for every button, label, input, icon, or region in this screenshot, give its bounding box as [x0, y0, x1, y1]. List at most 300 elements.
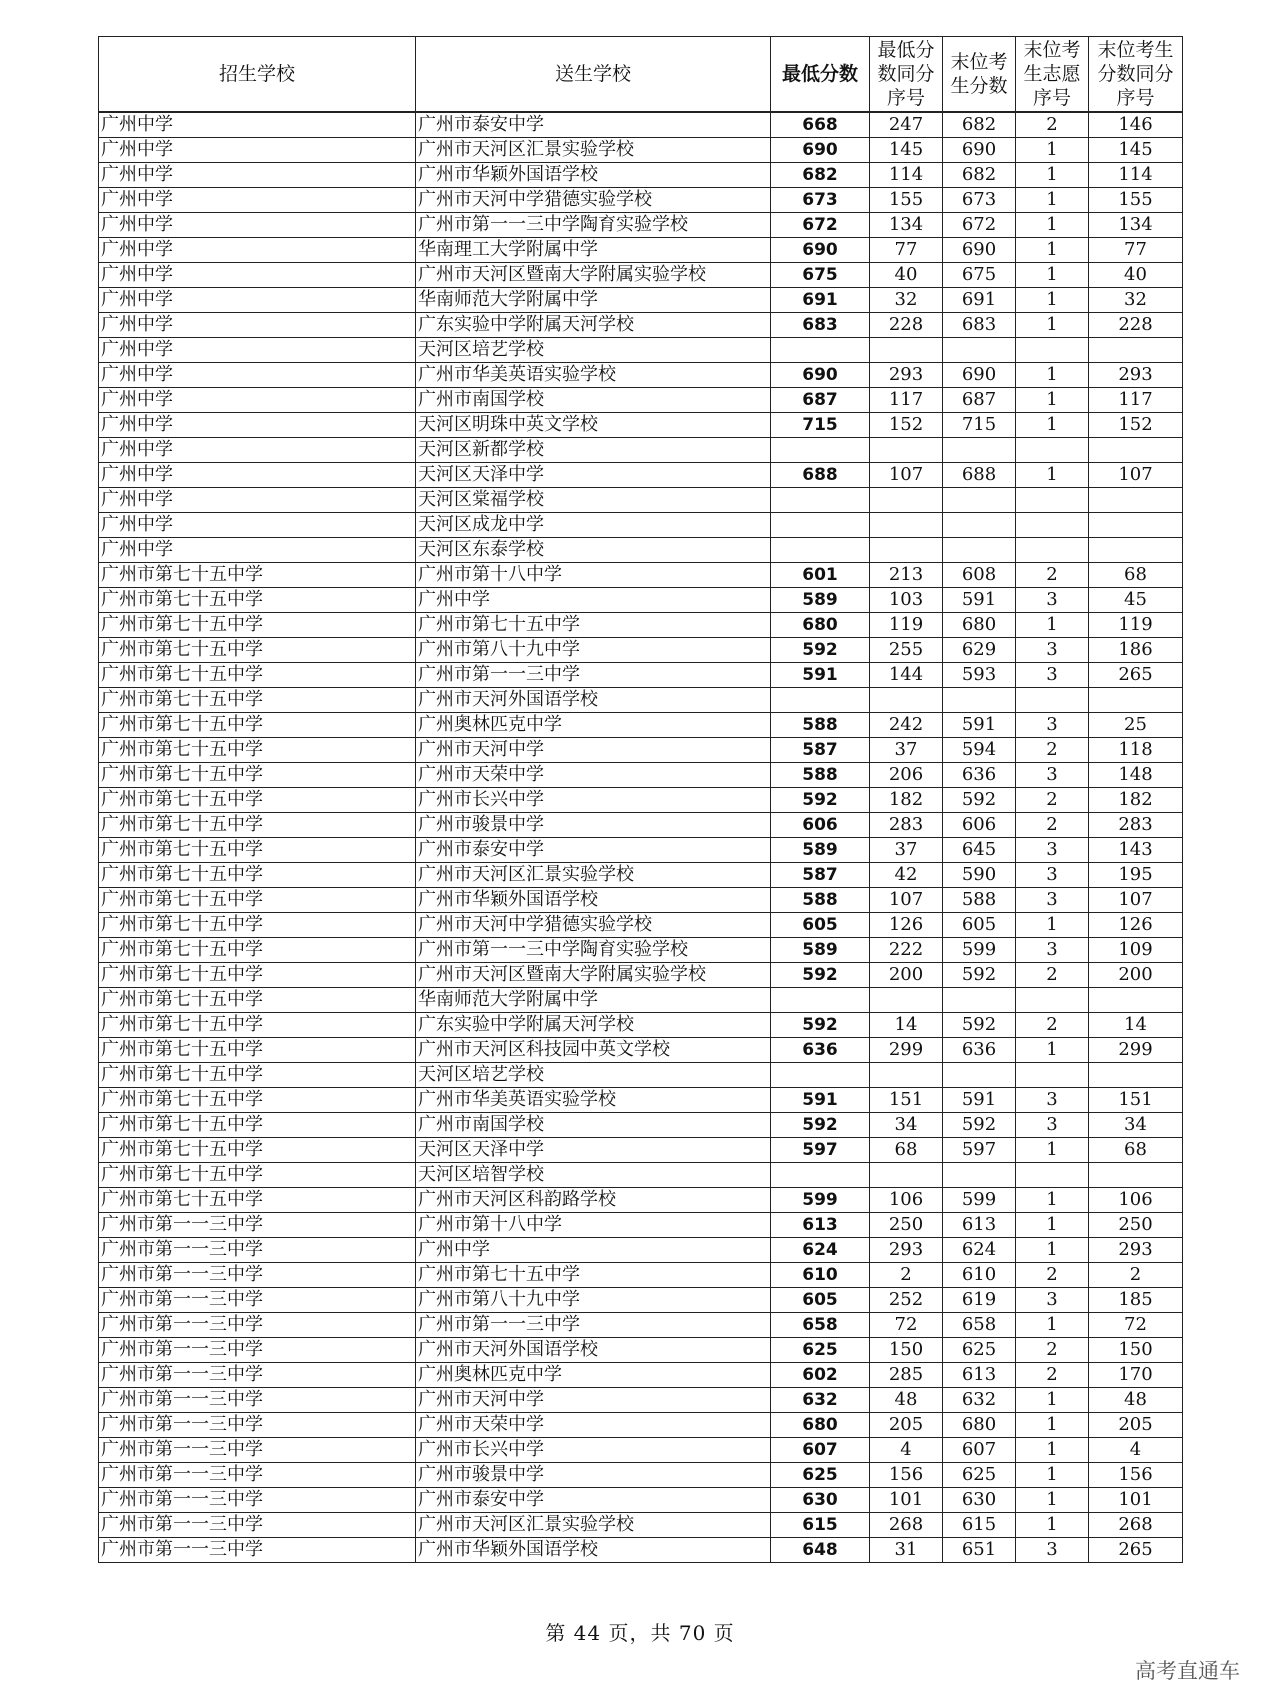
cell-last-choice-rank: 2	[1016, 1013, 1089, 1038]
cell-last-score	[943, 438, 1016, 463]
cell-min-score: 680	[771, 1413, 870, 1438]
cell-min-score: 589	[771, 588, 870, 613]
cell-last-choice-rank: 1	[1016, 213, 1089, 238]
header-sending-school: 送生学校	[416, 37, 771, 113]
cell-sending-school: 天河区棠福学校	[416, 488, 771, 513]
cell-sending-school: 广州市第一一三中学	[416, 663, 771, 688]
cell-last-score: 592	[943, 963, 1016, 988]
cell-min-score-tie-rank: 299	[870, 1038, 943, 1063]
cell-last-choice-rank: 3	[1016, 863, 1089, 888]
cell-min-score: 587	[771, 863, 870, 888]
cell-sending-school: 天河区天泽中学	[416, 1138, 771, 1163]
cell-enrolling-school: 广州中学	[99, 538, 416, 563]
cell-min-score-tie-rank: 40	[870, 263, 943, 288]
table-row	[99, 938, 1183, 963]
cell-min-score-tie-rank: 31	[870, 1538, 943, 1563]
cell-last-score-tie-rank	[1089, 1163, 1183, 1188]
table-row	[99, 688, 1183, 713]
cell-last-choice-rank: 1	[1016, 388, 1089, 413]
table-row	[99, 763, 1183, 788]
cell-last-score: 592	[943, 1113, 1016, 1138]
table-row	[99, 1388, 1183, 1413]
cell-enrolling-school: 广州市第一一三中学	[99, 1213, 416, 1238]
cell-min-score-tie-rank: 155	[870, 188, 943, 213]
cell-enrolling-school: 广州中学	[99, 363, 416, 388]
cell-last-choice-rank: 1	[1016, 313, 1089, 338]
cell-last-score-tie-rank: 25	[1089, 713, 1183, 738]
cell-enrolling-school: 广州市第一一三中学	[99, 1388, 416, 1413]
cell-sending-school: 广州市第一一三中学陶育实验学校	[416, 938, 771, 963]
cell-last-choice-rank	[1016, 488, 1089, 513]
cell-last-score: 624	[943, 1238, 1016, 1263]
cell-min-score: 592	[771, 963, 870, 988]
cell-min-score-tie-rank: 106	[870, 1188, 943, 1213]
cell-min-score-tie-rank: 37	[870, 738, 943, 763]
cell-sending-school: 广州市天河区汇景实验学校	[416, 1513, 771, 1538]
cell-sending-school: 广州市天河外国语学校	[416, 1338, 771, 1363]
admission-score-table	[98, 36, 1183, 1563]
table-row	[99, 1013, 1183, 1038]
cell-min-score: 613	[771, 1213, 870, 1238]
cell-last-choice-rank	[1016, 688, 1089, 713]
cell-last-score-tie-rank: 32	[1089, 288, 1183, 313]
table-row	[99, 1338, 1183, 1363]
cell-enrolling-school: 广州中学	[99, 388, 416, 413]
cell-min-score-tie-rank: 119	[870, 613, 943, 638]
cell-last-score-tie-rank: 200	[1089, 963, 1183, 988]
cell-min-score: 606	[771, 813, 870, 838]
cell-sending-school: 广州市天河区暨南大学附属实验学校	[416, 963, 771, 988]
cell-min-score: 625	[771, 1463, 870, 1488]
table-row	[99, 112, 1183, 138]
cell-last-score-tie-rank: 134	[1089, 213, 1183, 238]
cell-last-score: 625	[943, 1338, 1016, 1363]
cell-last-score: 607	[943, 1438, 1016, 1463]
cell-last-score-tie-rank	[1089, 538, 1183, 563]
table-row	[99, 738, 1183, 763]
cell-last-score: 636	[943, 1038, 1016, 1063]
table-row	[99, 1163, 1183, 1188]
cell-min-score: 587	[771, 738, 870, 763]
cell-min-score-tie-rank: 2	[870, 1263, 943, 1288]
cell-last-choice-rank: 2	[1016, 1363, 1089, 1388]
table-row	[99, 1288, 1183, 1313]
cell-last-choice-rank	[1016, 513, 1089, 538]
cell-enrolling-school: 广州市第七十五中学	[99, 638, 416, 663]
table-row	[99, 1413, 1183, 1438]
cell-sending-school: 天河区培艺学校	[416, 1063, 771, 1088]
cell-sending-school: 广州市第十八中学	[416, 563, 771, 588]
cell-last-choice-rank: 2	[1016, 963, 1089, 988]
table-row	[99, 613, 1183, 638]
cell-min-score-tie-rank: 242	[870, 713, 943, 738]
cell-last-score: 613	[943, 1213, 1016, 1238]
cell-enrolling-school: 广州市第七十五中学	[99, 1088, 416, 1113]
cell-min-score-tie-rank: 126	[870, 913, 943, 938]
cell-last-score: 613	[943, 1363, 1016, 1388]
cell-last-score: 599	[943, 1188, 1016, 1213]
cell-sending-school: 广州市天河区暨南大学附属实验学校	[416, 263, 771, 288]
cell-min-score: 632	[771, 1388, 870, 1413]
cell-last-score	[943, 488, 1016, 513]
cell-last-choice-rank: 2	[1016, 563, 1089, 588]
table-row	[99, 838, 1183, 863]
cell-last-score: 645	[943, 838, 1016, 863]
table-row	[99, 338, 1183, 363]
cell-last-score-tie-rank: 293	[1089, 1238, 1183, 1263]
cell-enrolling-school: 广州市第七十五中学	[99, 663, 416, 688]
cell-min-score: 599	[771, 1188, 870, 1213]
cell-enrolling-school: 广州市第一一三中学	[99, 1413, 416, 1438]
cell-sending-school: 广州市骏景中学	[416, 1463, 771, 1488]
cell-min-score: 690	[771, 363, 870, 388]
cell-min-score-tie-rank: 32	[870, 288, 943, 313]
cell-last-choice-rank: 1	[1016, 363, 1089, 388]
cell-last-score-tie-rank	[1089, 488, 1183, 513]
cell-last-choice-rank: 3	[1016, 1113, 1089, 1138]
cell-min-score-tie-rank: 200	[870, 963, 943, 988]
cell-last-score-tie-rank: 195	[1089, 863, 1183, 888]
cell-last-score-tie-rank: 119	[1089, 613, 1183, 638]
cell-last-score: 675	[943, 263, 1016, 288]
table-row	[99, 538, 1183, 563]
header-last-score-tie-rank: 末位考生分数同分序号	[1089, 37, 1183, 113]
cell-last-score-tie-rank	[1089, 688, 1183, 713]
cell-sending-school: 华南理工大学附属中学	[416, 238, 771, 263]
cell-enrolling-school: 广州市第七十五中学	[99, 613, 416, 638]
cell-last-choice-rank: 1	[1016, 1238, 1089, 1263]
cell-min-score: 592	[771, 1113, 870, 1138]
cell-sending-school: 广州市骏景中学	[416, 813, 771, 838]
watermark-logo-text: 高考直通车	[1135, 1659, 1240, 1683]
cell-last-score-tie-rank: 182	[1089, 788, 1183, 813]
table-row	[99, 1063, 1183, 1088]
cell-min-score-tie-rank: 68	[870, 1138, 943, 1163]
table-row	[99, 788, 1183, 813]
cell-min-score-tie-rank: 103	[870, 588, 943, 613]
cell-last-score: 588	[943, 888, 1016, 913]
table-row	[99, 713, 1183, 738]
cell-last-score-tie-rank	[1089, 338, 1183, 363]
cell-min-score-tie-rank: 293	[870, 363, 943, 388]
cell-sending-school: 广州市天河中学	[416, 738, 771, 763]
cell-min-score-tie-rank: 72	[870, 1313, 943, 1338]
cell-sending-school: 广州市第一一三中学陶育实验学校	[416, 213, 771, 238]
table-row	[99, 1038, 1183, 1063]
cell-last-choice-rank: 1	[1016, 1438, 1089, 1463]
cell-sending-school: 广州市泰安中学	[416, 1488, 771, 1513]
cell-last-score: 672	[943, 213, 1016, 238]
cell-sending-school: 天河区培智学校	[416, 1163, 771, 1188]
cell-min-score	[771, 488, 870, 513]
cell-min-score-tie-rank	[870, 1063, 943, 1088]
cell-last-score: 658	[943, 1313, 1016, 1338]
cell-last-score: 591	[943, 588, 1016, 613]
cell-last-score-tie-rank: 68	[1089, 1138, 1183, 1163]
cell-last-score: 605	[943, 913, 1016, 938]
cell-last-choice-rank: 3	[1016, 713, 1089, 738]
cell-last-score-tie-rank: 156	[1089, 1463, 1183, 1488]
cell-last-score-tie-rank: 155	[1089, 188, 1183, 213]
cell-enrolling-school: 广州市第一一三中学	[99, 1513, 416, 1538]
cell-sending-school: 天河区东泰学校	[416, 538, 771, 563]
cell-enrolling-school: 广州市第七十五中学	[99, 888, 416, 913]
cell-last-choice-rank: 1	[1016, 1388, 1089, 1413]
cell-sending-school: 广州市南国学校	[416, 1113, 771, 1138]
cell-min-score: 591	[771, 663, 870, 688]
table-row	[99, 1363, 1183, 1388]
cell-last-score	[943, 1163, 1016, 1188]
cell-min-score-tie-rank: 268	[870, 1513, 943, 1538]
cell-min-score	[771, 338, 870, 363]
cell-sending-school: 广州市天荣中学	[416, 763, 771, 788]
cell-sending-school: 广州市华颖外国语学校	[416, 1538, 771, 1563]
cell-min-score: 615	[771, 1513, 870, 1538]
cell-last-score: 630	[943, 1488, 1016, 1513]
cell-sending-school: 广州市天河区科韵路学校	[416, 1188, 771, 1213]
cell-last-score-tie-rank: 228	[1089, 313, 1183, 338]
table-row	[99, 813, 1183, 838]
cell-last-score-tie-rank	[1089, 438, 1183, 463]
cell-last-choice-rank: 1	[1016, 1188, 1089, 1213]
cell-enrolling-school: 广州市第七十五中学	[99, 688, 416, 713]
cell-last-choice-rank: 2	[1016, 112, 1089, 138]
cell-last-choice-rank: 1	[1016, 913, 1089, 938]
cell-min-score-tie-rank	[870, 538, 943, 563]
table-header-row	[99, 37, 1183, 113]
cell-min-score: 605	[771, 913, 870, 938]
cell-last-score-tie-rank: 265	[1089, 1538, 1183, 1563]
cell-min-score-tie-rank: 228	[870, 313, 943, 338]
cell-last-score	[943, 688, 1016, 713]
cell-min-score: 691	[771, 288, 870, 313]
cell-last-score: 683	[943, 313, 1016, 338]
table-row	[99, 1313, 1183, 1338]
cell-min-score	[771, 538, 870, 563]
cell-last-score: 610	[943, 1263, 1016, 1288]
cell-sending-school: 广州市华颖外国语学校	[416, 163, 771, 188]
cell-last-choice-rank	[1016, 1163, 1089, 1188]
cell-sending-school: 广州市天河中学猎德实验学校	[416, 188, 771, 213]
cell-last-choice-rank: 2	[1016, 813, 1089, 838]
cell-min-score	[771, 438, 870, 463]
table-row	[99, 1188, 1183, 1213]
cell-last-score-tie-rank: 107	[1089, 888, 1183, 913]
cell-min-score: 625	[771, 1338, 870, 1363]
cell-last-score: 636	[943, 763, 1016, 788]
table-row	[99, 263, 1183, 288]
cell-enrolling-school: 广州中学	[99, 413, 416, 438]
cell-sending-school: 广州市南国学校	[416, 388, 771, 413]
cell-enrolling-school: 广州中学	[99, 338, 416, 363]
cell-min-score	[771, 988, 870, 1013]
cell-min-score: 683	[771, 313, 870, 338]
table-row	[99, 238, 1183, 263]
cell-last-choice-rank: 1	[1016, 1463, 1089, 1488]
cell-sending-school: 广州市天河区汇景实验学校	[416, 863, 771, 888]
cell-min-score: 597	[771, 1138, 870, 1163]
cell-last-score-tie-rank: 4	[1089, 1438, 1183, 1463]
cell-sending-school: 广州市第一一三中学	[416, 1313, 771, 1338]
cell-enrolling-school: 广州市第七十五中学	[99, 938, 416, 963]
cell-last-score-tie-rank: 299	[1089, 1038, 1183, 1063]
cell-min-score-tie-rank: 4	[870, 1438, 943, 1463]
cell-min-score-tie-rank: 107	[870, 463, 943, 488]
cell-min-score: 630	[771, 1488, 870, 1513]
cell-last-score: 673	[943, 188, 1016, 213]
cell-last-choice-rank: 2	[1016, 738, 1089, 763]
cell-last-score-tie-rank: 170	[1089, 1363, 1183, 1388]
cell-min-score-tie-rank: 34	[870, 1113, 943, 1138]
header-min-score-tie-rank: 最低分数同分序号	[870, 37, 943, 113]
cell-sending-school: 广州市天荣中学	[416, 1413, 771, 1438]
cell-last-choice-rank: 3	[1016, 1088, 1089, 1113]
cell-last-score: 690	[943, 238, 1016, 263]
cell-min-score: 601	[771, 563, 870, 588]
cell-last-choice-rank: 3	[1016, 938, 1089, 963]
cell-enrolling-school: 广州中学	[99, 163, 416, 188]
cell-sending-school: 广州市天河区汇景实验学校	[416, 138, 771, 163]
cell-min-score	[771, 1063, 870, 1088]
cell-min-score-tie-rank: 134	[870, 213, 943, 238]
cell-min-score-tie-rank	[870, 513, 943, 538]
cell-last-score-tie-rank: 14	[1089, 1013, 1183, 1038]
cell-enrolling-school: 广州市第一一三中学	[99, 1288, 416, 1313]
cell-sending-school: 广州市天河区科技园中英文学校	[416, 1038, 771, 1063]
table-row	[99, 1113, 1183, 1138]
cell-last-score-tie-rank: 45	[1089, 588, 1183, 613]
cell-min-score-tie-rank	[870, 1163, 943, 1188]
cell-min-score-tie-rank: 37	[870, 838, 943, 863]
cell-last-score-tie-rank: 34	[1089, 1113, 1183, 1138]
table-row	[99, 913, 1183, 938]
cell-min-score: 682	[771, 163, 870, 188]
cell-enrolling-school: 广州市第七十五中学	[99, 1138, 416, 1163]
cell-enrolling-school: 广州市第七十五中学	[99, 1188, 416, 1213]
cell-last-score: 625	[943, 1463, 1016, 1488]
cell-last-choice-rank: 1	[1016, 263, 1089, 288]
cell-sending-school: 广州市泰安中学	[416, 112, 771, 138]
cell-min-score-tie-rank: 213	[870, 563, 943, 588]
cell-min-score-tie-rank: 250	[870, 1213, 943, 1238]
cell-last-score: 629	[943, 638, 1016, 663]
cell-last-choice-rank	[1016, 438, 1089, 463]
cell-enrolling-school: 广州市第七十五中学	[99, 738, 416, 763]
cell-min-score: 680	[771, 613, 870, 638]
cell-last-score-tie-rank: 151	[1089, 1088, 1183, 1113]
cell-min-score-tie-rank: 152	[870, 413, 943, 438]
cell-last-score: 632	[943, 1388, 1016, 1413]
table-row	[99, 1138, 1183, 1163]
cell-sending-school: 广州市第七十五中学	[416, 1263, 771, 1288]
cell-min-score: 607	[771, 1438, 870, 1463]
cell-last-score: 615	[943, 1513, 1016, 1538]
cell-min-score-tie-rank	[870, 438, 943, 463]
table-row	[99, 1538, 1183, 1563]
cell-last-score-tie-rank: 265	[1089, 663, 1183, 688]
cell-min-score-tie-rank	[870, 988, 943, 1013]
header-last-score: 末位考生分数	[943, 37, 1016, 113]
cell-min-score-tie-rank: 14	[870, 1013, 943, 1038]
cell-min-score: 687	[771, 388, 870, 413]
header-min-score: 最低分数	[771, 37, 870, 113]
cell-last-score-tie-rank	[1089, 513, 1183, 538]
cell-min-score-tie-rank: 252	[870, 1288, 943, 1313]
cell-min-score: 589	[771, 938, 870, 963]
cell-min-score: 675	[771, 263, 870, 288]
cell-enrolling-school: 广州市第一一三中学	[99, 1463, 416, 1488]
cell-last-score: 606	[943, 813, 1016, 838]
cell-min-score-tie-rank: 182	[870, 788, 943, 813]
page-number: 第 44 页，共 70 页	[545, 1621, 735, 1645]
cell-enrolling-school: 广州市第七十五中学	[99, 1038, 416, 1063]
cell-last-score: 690	[943, 138, 1016, 163]
cell-last-score: 682	[943, 163, 1016, 188]
cell-enrolling-school: 广州中学	[99, 263, 416, 288]
cell-sending-school: 广州市第八十九中学	[416, 638, 771, 663]
cell-min-score: 690	[771, 138, 870, 163]
table-row	[99, 463, 1183, 488]
cell-enrolling-school: 广州中学	[99, 112, 416, 138]
cell-enrolling-school: 广州中学	[99, 313, 416, 338]
cell-last-choice-rank: 1	[1016, 138, 1089, 163]
cell-enrolling-school: 广州市第七十五中学	[99, 913, 416, 938]
cell-last-score: 651	[943, 1538, 1016, 1563]
cell-last-choice-rank: 1	[1016, 163, 1089, 188]
cell-sending-school: 广州市长兴中学	[416, 788, 771, 813]
cell-last-score-tie-rank	[1089, 988, 1183, 1013]
cell-last-score-tie-rank: 2	[1089, 1263, 1183, 1288]
cell-last-choice-rank: 1	[1016, 463, 1089, 488]
cell-last-choice-rank: 1	[1016, 1213, 1089, 1238]
cell-last-score: 691	[943, 288, 1016, 313]
cell-min-score: 672	[771, 213, 870, 238]
cell-min-score: 610	[771, 1263, 870, 1288]
cell-min-score: 588	[771, 888, 870, 913]
cell-sending-school: 广州中学	[416, 1238, 771, 1263]
cell-last-choice-rank: 3	[1016, 763, 1089, 788]
cell-sending-school: 广州中学	[416, 588, 771, 613]
cell-enrolling-school: 广州中学	[99, 488, 416, 513]
cell-enrolling-school: 广州市第七十五中学	[99, 863, 416, 888]
cell-last-choice-rank: 1	[1016, 613, 1089, 638]
cell-min-score-tie-rank	[870, 488, 943, 513]
cell-last-choice-rank: 3	[1016, 663, 1089, 688]
cell-min-score: 688	[771, 463, 870, 488]
table-row	[99, 413, 1183, 438]
cell-min-score-tie-rank	[870, 338, 943, 363]
cell-min-score: 658	[771, 1313, 870, 1338]
cell-enrolling-school: 广州市第一一三中学	[99, 1338, 416, 1363]
cell-last-score: 690	[943, 363, 1016, 388]
cell-sending-school: 广州市第十八中学	[416, 1213, 771, 1238]
cell-sending-school: 广州市华颖外国语学校	[416, 888, 771, 913]
cell-min-score: 588	[771, 713, 870, 738]
cell-enrolling-school: 广州市第七十五中学	[99, 988, 416, 1013]
cell-last-score-tie-rank: 126	[1089, 913, 1183, 938]
cell-last-choice-rank: 1	[1016, 1313, 1089, 1338]
cell-min-score-tie-rank	[870, 688, 943, 713]
cell-min-score: 624	[771, 1238, 870, 1263]
cell-last-score	[943, 1063, 1016, 1088]
cell-last-choice-rank: 1	[1016, 1488, 1089, 1513]
cell-last-score-tie-rank: 40	[1089, 263, 1183, 288]
cell-last-score: 594	[943, 738, 1016, 763]
cell-min-score: 715	[771, 413, 870, 438]
cell-last-score: 593	[943, 663, 1016, 688]
cell-last-score-tie-rank: 186	[1089, 638, 1183, 663]
cell-sending-school: 华南师范大学附属中学	[416, 988, 771, 1013]
